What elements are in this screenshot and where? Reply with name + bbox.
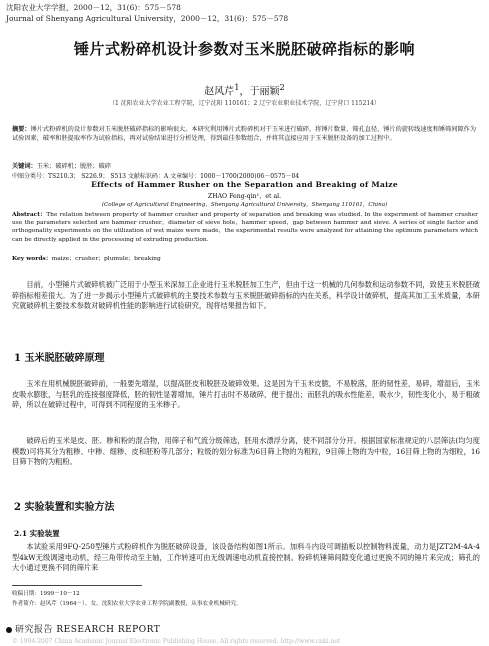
copyright-line: © 1994-2007 China Academic Journal Electronic Publishing House. All rights reserved. http://www.cnki.net <box>12 638 341 645</box>
paper-title: 锤片式粉碎机设计参数对玉米脱胚破碎指标的影响 <box>73 40 415 58</box>
abstract-en: Abstract：The relation between property of hammer crusher and property of separation and breaking was studied. In the experiment of hammer crusher use the parameters selected are hammer crusher，diameter of sieve hole，hammer speed，gap between hammer and sieve. A series of single factor and orthogonality experiments on the utilization of wet maize were made，the experimental results were analyzed for attaining the optimum parameters which can be directly applied in the processing of extruding production. <box>12 211 478 243</box>
english-title: Effects of Hammer Rusher on the Separation and Breaking of Maize <box>91 180 398 189</box>
section-heading-2: 2 实验装置和实验方法 <box>14 502 115 513</box>
keywords-cn: 关键词：玉米；破碎机；脱胚；破碎 <box>12 163 111 170</box>
section-1-paragraph-2: 破碎后的玉米是皮、胚、糁和粉的混合物，用筛子和气流分级筛选，胚用水漂浮分离，使不同部分分开。根据国家标准规定的八层筛法(均匀度模数)可将其分为粗糁、中糁、细糁、皮和胚粉等几部分；粒级的划分标准为6目筛上物的为粗粒，9目筛上物的为中粒，16目筛上物的为细粒，16目筛下物的为粗粉。 <box>12 436 480 467</box>
footnote-rule <box>12 585 142 586</box>
english-affiliation: (College of Agricultural Engineering，Shenyang Agricultural University，Shenyang 110161，China) <box>101 202 388 208</box>
author-2: 于丽颖 <box>249 86 280 98</box>
footnote-received: 收稿日期：1999－10－12 <box>12 591 80 597</box>
journal-header-cn: 沈阳农业大学学报，2000－12，31(6)：575－578 <box>6 3 181 12</box>
affiliations: （1 沈阳农业大学农业工程学院，辽宁沈阳 110161；2 辽宁农业职业技术学院，辽宁营口 115214） <box>108 100 381 107</box>
classification-line: 中图分类号：TS210.3； S226.9； S513 文献标识码：A 文章编号：1000－1700(2000)06－0575－04 <box>12 173 300 180</box>
report-footer: 研究报告 RESEARCH REPORT <box>6 622 160 635</box>
keywords-en: Key words：maize；crusher；plumule；breaking <box>12 255 161 262</box>
section-2-1-paragraph: 本试验采用9FQ-250型锤片式粉碎机作为脱胚破碎设备，该设备结构如图1所示。加料斗内设可调插板以控制物料流量，动力是JZT2M-4A-4型4kW无级调速电动机，经三角带传动至主轴，工作转速可由无级调速电动机直接控制。粉碎机锤筛间隙变化通过更换不同的锤片来完成；筛孔的大小通过更换不同的筛片来 <box>12 542 480 573</box>
author-1: 赵风芹 <box>204 86 235 98</box>
english-authors: ZHAO Feng-qin¹，et al. <box>207 193 282 200</box>
authors: 赵风芹$^1$，于丽颖$^2$ <box>204 82 285 98</box>
abstract-cn: 摘要：锤片式粉碎机的设计参数对玉米脱胚破碎指标的影响很大。本研究利用锤片式粉碎机对干玉米进行破碎，将锤片数量、筛孔直径、锤片的旋转线速度和锤筛间隙作为试验因素，破率和胚提取率作为试验指标，再对试验结果进行分析处理，得到最佳参数组合，并将其直接应用于玉米脱胚设备的加工过程中。 <box>12 126 477 142</box>
subsection-heading-2-1: 2.1 实验装置 <box>14 529 60 538</box>
journal-header-en: Journal of Shenyang Agricultural University，2000－12，31(6)：575－578 <box>6 14 289 23</box>
bullet-icon <box>6 627 12 633</box>
section-heading-1: 1 玉米脱胚破碎原理 <box>14 353 105 364</box>
intro-paragraph: 目前，小型锤片式破碎机被广泛用于小型玉米深加工企业进行玉米脱胚加工生产，但由于这一机械的几何参数和运动参数不同，致使玉米脱胚破碎指标相差很大。为了进一步揭示小型锤片式破碎机的主要技术参数与玉米脱胚破碎指标的内在关系，科学设计破碎机，提高其加工玉米质量，本研究就破碎机主要技术参数对破碎机性能的影响进行试验研究，现将结果报告如下。 <box>12 280 480 311</box>
section-1-paragraph-1: 玉米在用机械脱胚破碎前，一般要先增湿，以提高胚皮和脱胚及破碎效果。这是因为干玉米皮脆，不易脱落，胚的韧性差，易碎，增湿后，玉米皮吸水膨胀，与胚乳的连接强度降低，胚的韧性显著增加，锤片打击时不易破碎，便于提出；而胚乳的吸水性能差，吸水少，韧性变化小，易于粗破碎，所以在破碎过程中，可得到不同程度的玉米糁子。 <box>12 379 480 410</box>
footnote-author: 作者简介：赵风芹（1964－），女，沈阳农业大学农业工程学院副教授，从事农业机械研究。 <box>12 601 242 607</box>
